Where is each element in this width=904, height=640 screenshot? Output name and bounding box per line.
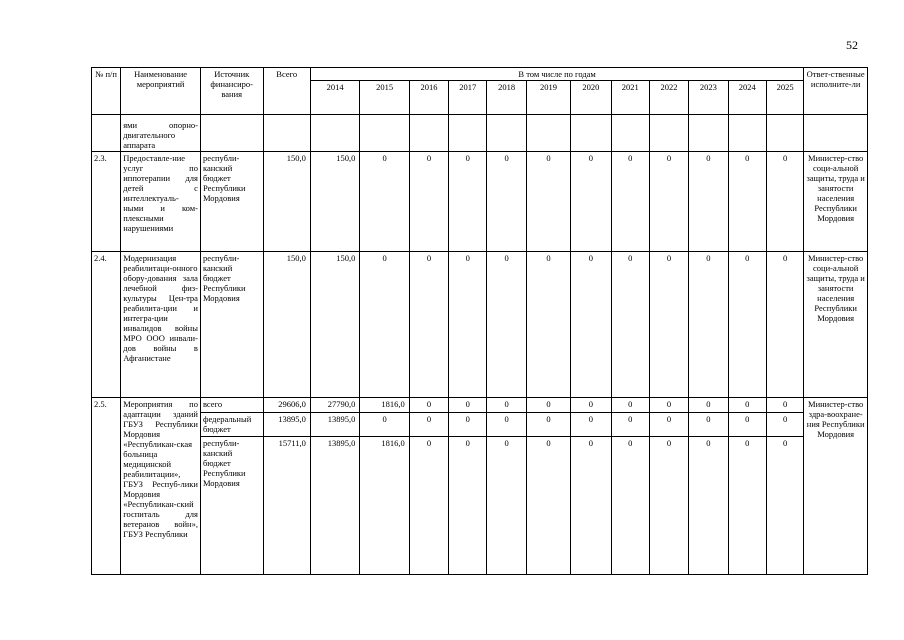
cell-year: 0: [571, 413, 611, 437]
header-year: 2025: [766, 81, 803, 115]
cell-year: 27790,0: [310, 398, 359, 413]
cell-total: 29606,0: [263, 398, 310, 413]
table-row: [92, 413, 868, 437]
cell-responsible: Министер-ство соци-альной защиты, труда и занятости населения Республики Мордовия: [804, 252, 868, 398]
cell-year: 0: [409, 252, 448, 398]
table-row: [92, 398, 868, 413]
cell-empty: [409, 115, 448, 152]
cell-empty: [449, 115, 487, 152]
cell-year: 150,0: [310, 252, 359, 398]
header-year: 2024: [728, 81, 766, 115]
header-total: Всего: [263, 68, 310, 115]
cell-year: 0: [571, 252, 611, 398]
cell-empty: [649, 115, 688, 152]
cell-year: 0: [766, 413, 803, 437]
cell-year: 0: [728, 437, 766, 575]
cell-year: 1816,0: [360, 437, 409, 575]
cell-year: 13895,0: [310, 437, 359, 575]
header-year: 2016: [409, 81, 448, 115]
cell-total: 150,0: [263, 252, 310, 398]
cell-empty: [728, 115, 766, 152]
cell-year: 0: [611, 437, 649, 575]
cell-empty: [526, 115, 570, 152]
cell-year: 0: [649, 252, 688, 398]
header-year: 2018: [487, 81, 526, 115]
cell-year: 0: [766, 152, 803, 252]
cell-source: всего: [200, 398, 263, 413]
cell-year: 0: [449, 398, 487, 413]
header-year: 2019: [526, 81, 570, 115]
cell-name: Мероприятия по адаптации зданий ГБУЗ Республики Мордовия «Республикан-ская больница медицинской реабилитации», ГБУЗ Респуб-лики Мордовия «Республикан-ский госпиталь для ветеранов войн», ГБУЗ Республики: [121, 398, 201, 575]
header-year: 2020: [571, 81, 611, 115]
cell-year: 0: [526, 398, 570, 413]
cell-no: 2.5.: [92, 398, 121, 575]
cell-name: Предоставле-ние услуг по иппотерапии для детей с интеллектуаль-ными и ком-плексными нарушениями: [121, 152, 201, 252]
cell-year: 0: [449, 413, 487, 437]
cell-empty: [804, 115, 868, 152]
cell-source: республи-канский бюджет Республики Мордовия: [200, 437, 263, 575]
cell-empty: [487, 115, 526, 152]
cell-year: 0: [728, 152, 766, 252]
cell-year: 0: [689, 413, 728, 437]
cell-year: 0: [526, 437, 570, 575]
table-row: [92, 252, 868, 398]
cell-empty: [263, 115, 310, 152]
cell-year: 0: [766, 398, 803, 413]
cell-year: 0: [689, 152, 728, 252]
cell-source: республи-канский бюджет Республики Мордовия: [200, 152, 263, 252]
cell-year: 0: [409, 398, 448, 413]
cell-source: федеральный бюджет: [200, 413, 263, 437]
cell-year: 0: [526, 152, 570, 252]
cell-no: 2.4.: [92, 252, 121, 398]
cell-year: 0: [487, 252, 526, 398]
cell-year: 0: [526, 252, 570, 398]
cell-year: 0: [611, 398, 649, 413]
cell-year: 0: [611, 413, 649, 437]
cell-no: 2.3.: [92, 152, 121, 252]
cell-year: 0: [360, 252, 409, 398]
cell-year: 0: [571, 437, 611, 575]
header-no: № п/п: [92, 68, 121, 115]
cell-year: 0: [409, 413, 448, 437]
cell-year: 0: [487, 398, 526, 413]
cell-empty: [200, 115, 263, 152]
header-source: Источник финансиро-вания: [200, 68, 263, 115]
program-table: [91, 67, 868, 575]
table-row: [92, 152, 868, 252]
cell-year: 0: [649, 152, 688, 252]
cell-year: 0: [487, 152, 526, 252]
cell-year: 0: [360, 152, 409, 252]
cell-year: 0: [449, 152, 487, 252]
cell-responsible: Министер-ство соци-альной защиты, труда и занятости населения Республики Мордовия: [804, 152, 868, 252]
cell-year: 0: [360, 413, 409, 437]
cell-year: 0: [649, 437, 688, 575]
cell-empty: [689, 115, 728, 152]
cell-year: 150,0: [310, 152, 359, 252]
cell-empty: [360, 115, 409, 152]
continuation-row: [92, 115, 868, 152]
cell-total: 13895,0: [263, 413, 310, 437]
cell-name: ями опорно-двигательного аппарата: [121, 115, 201, 152]
cell-year: 0: [571, 152, 611, 252]
cell-year: 0: [449, 252, 487, 398]
cell-empty: [310, 115, 359, 152]
cell-no: [92, 115, 121, 152]
header-responsible: Ответ-ственные исполните-ли: [804, 68, 868, 115]
cell-year: 0: [689, 252, 728, 398]
cell-year: 0: [409, 152, 448, 252]
table-row: [92, 437, 868, 575]
cell-year: 1816,0: [360, 398, 409, 413]
cell-total: 150,0: [263, 152, 310, 252]
cell-empty: [611, 115, 649, 152]
cell-year: 0: [487, 437, 526, 575]
cell-year: 0: [611, 152, 649, 252]
cell-year: 0: [526, 413, 570, 437]
header-year: 2017: [449, 81, 487, 115]
cell-year: 0: [649, 398, 688, 413]
cell-source: республи-канский бюджет Республики Мордовия: [200, 252, 263, 398]
cell-year: 0: [649, 413, 688, 437]
cell-empty: [766, 115, 803, 152]
cell-year: 0: [449, 437, 487, 575]
header-year: 2023: [689, 81, 728, 115]
header-years-group: В том числе по годам: [310, 68, 803, 81]
cell-year: 0: [689, 437, 728, 575]
cell-year: 0: [728, 413, 766, 437]
cell-year: 0: [766, 252, 803, 398]
page-number: 52: [846, 38, 858, 52]
header-year: 2014: [310, 81, 359, 115]
cell-total: 15711,0: [263, 437, 310, 575]
cell-empty: [571, 115, 611, 152]
header-year: 2022: [649, 81, 688, 115]
cell-year: 0: [689, 398, 728, 413]
header-name: Наименование мероприятий: [121, 68, 201, 115]
cell-year: 0: [611, 252, 649, 398]
header-year: 2021: [611, 81, 649, 115]
cell-responsible: Министер-ство здра-воохране-ния Республики Мордовия: [804, 398, 868, 575]
cell-year: 0: [487, 413, 526, 437]
cell-year: 0: [409, 437, 448, 575]
cell-name: Модернизация реабилитаци-онного обору-дования зала лечебной физ-культуры Цен-тра реабилита-ции и интегра-ции инвалидов войны МРО ООО инвали-дов войны в Афганистане: [121, 252, 201, 398]
cell-year: 0: [728, 398, 766, 413]
cell-year: 13895,0: [310, 413, 359, 437]
cell-year: 0: [728, 252, 766, 398]
cell-year: 0: [766, 437, 803, 575]
cell-year: 0: [571, 398, 611, 413]
header-year: 2015: [360, 81, 409, 115]
